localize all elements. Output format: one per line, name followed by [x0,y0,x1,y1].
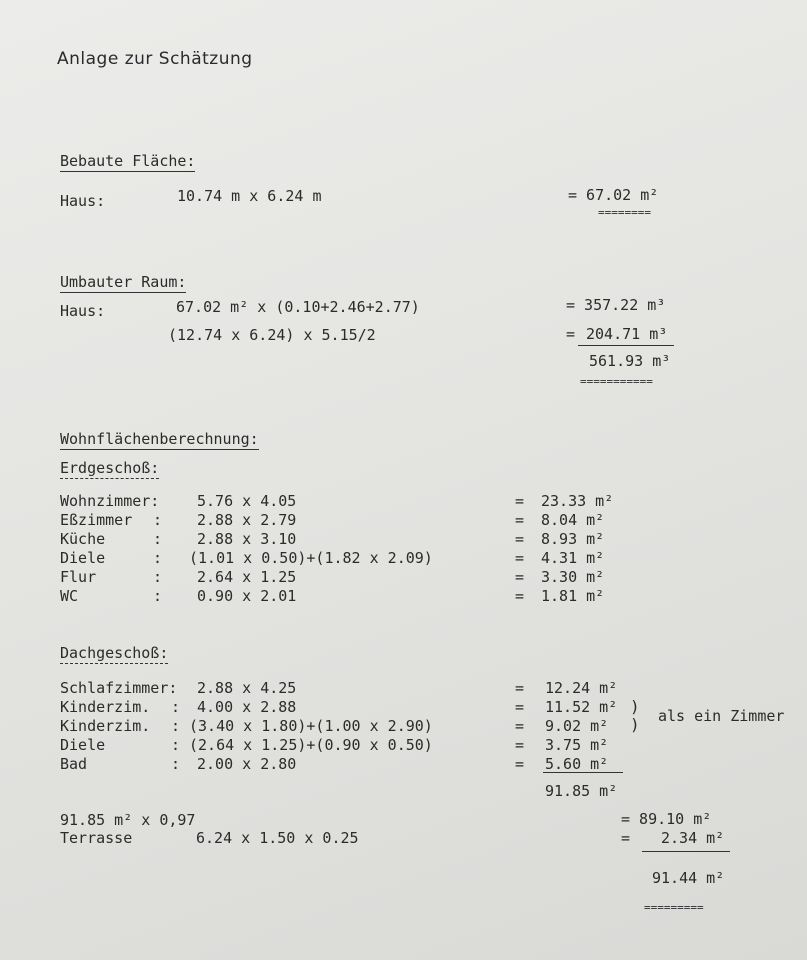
row-name: Kinderzim. [60,717,151,735]
final-result-2: 2.34 m² [661,829,725,847]
row-eq: = [515,568,525,586]
row-value: 3.75 m² [545,736,609,754]
umbauter-double-underline: =========== [580,375,653,388]
row-formula: 2.00 x 2.80 [197,755,297,773]
row-formula: 2.88 x 2.79 [197,511,297,529]
final-sum-rule [642,851,730,852]
row-name: Bad [60,755,88,773]
row-eq: = [515,530,525,548]
section-heading-umbauter: Umbauter Raum: [60,273,187,291]
final-result-1: = 89.10 m² [621,810,712,828]
row-eq: = [515,587,525,605]
row-formula: 5.76 x 4.05 [197,492,297,510]
bebaute-formula: 10.74 m x 6.24 m [177,187,322,205]
row-formula: 0.90 x 2.01 [197,587,297,605]
row-colon: : [171,755,181,773]
row-value: 23.33 m² [541,492,614,510]
row-formula: 2.88 x 3.10 [197,530,297,548]
final-formula-2: 6.24 x 1.50 x 0.25 [196,829,359,847]
row-eq: = [515,549,525,567]
row-name: Schlafzimmer: [60,679,178,697]
row-colon: : [171,736,181,754]
row-eq: = [515,717,525,735]
final-label-2: Terrasse [60,829,133,847]
row-formula: (2.64 x 1.25)+(0.90 x 0.50) [189,736,433,754]
bebaute-result: = 67.02 m² [568,186,659,204]
final-line-1: 91.85 m² x 0,97 [60,811,196,829]
row-colon: : [153,568,163,586]
dachgeschoss-total: 91.85 m² [545,782,618,800]
umbauter-result-1: = 357.22 m³ [566,296,666,314]
row-formula: 2.64 x 1.25 [197,568,297,586]
section-heading-bebaute: Bebaute Fläche: [60,152,196,170]
row-name: Diele [60,736,106,754]
section-heading-wohnflaeche: Wohnflächenberechnung: [60,430,259,448]
row-value: 3.30 m² [541,568,605,586]
bebaute-double-underline: ======== [598,206,651,219]
row-eq: = [515,698,525,716]
umbauter-eq-2: = [566,325,576,343]
row-name: Wohnzimmer: [60,492,160,510]
row-name: Küche [60,530,106,548]
row-colon: : [153,511,163,529]
row-eq: = [515,755,525,773]
bebaute-label: Haus: [60,192,106,210]
row-colon: : [153,549,163,567]
row-value: 11.52 m² [545,698,618,716]
umbauter-formula-2: (12.74 x 6.24) x 5.15/2 [168,326,376,344]
umbauter-sum-rule [578,345,674,346]
final-total: 91.44 m² [652,869,725,887]
row-formula: (1.01 x 0.50)+(1.82 x 2.09) [189,549,433,567]
bracket-bottom: ) [630,715,640,734]
row-value: 1.81 m² [541,587,605,605]
umbauter-total: 561.93 m³ [589,352,671,370]
row-eq: = [515,492,525,510]
row-name: Diele [60,549,106,567]
row-eq: = [515,511,525,529]
umbauter-result-2: 204.71 m³ [586,325,668,343]
row-formula: 2.88 x 4.25 [197,679,297,697]
umbauter-formula-1: 67.02 m² x (0.10+2.46+2.77) [176,298,420,316]
row-eq: = [515,736,525,754]
umbauter-label: Haus: [60,302,106,320]
row-formula: (3.40 x 1.80)+(1.00 x 2.90) [189,717,433,735]
row-colon: : [153,530,163,548]
row-value: 9.02 m² [545,717,609,735]
row-value: 5.60 m² [545,755,609,773]
bracket-top: ) [630,697,640,716]
row-formula: 4.00 x 2.88 [197,698,297,716]
row-colon: : [153,587,163,605]
row-name: Kinderzim. [60,698,151,716]
page-title: Anlage zur Schätzung [57,49,253,69]
final-double-underline: ========= [644,901,704,914]
subheading-erdgeschoss: Erdgeschoß: [60,459,160,477]
final-eq-2: = [621,829,631,847]
row-eq: = [515,679,525,697]
row-name: WC [60,587,79,605]
row-value: 4.31 m² [541,549,605,567]
subheading-dachgeschoss: Dachgeschoß: [60,644,169,662]
bracket-note: als ein Zimmer [658,707,785,725]
dachgeschoss-sum-rule [543,772,623,773]
row-name: Flur [60,568,97,586]
row-colon: : [171,698,181,716]
row-value: 12.24 m² [545,679,618,697]
row-colon: : [171,717,181,735]
row-value: 8.93 m² [541,530,605,548]
row-value: 8.04 m² [541,511,605,529]
row-name: Eßzimmer [60,511,133,529]
